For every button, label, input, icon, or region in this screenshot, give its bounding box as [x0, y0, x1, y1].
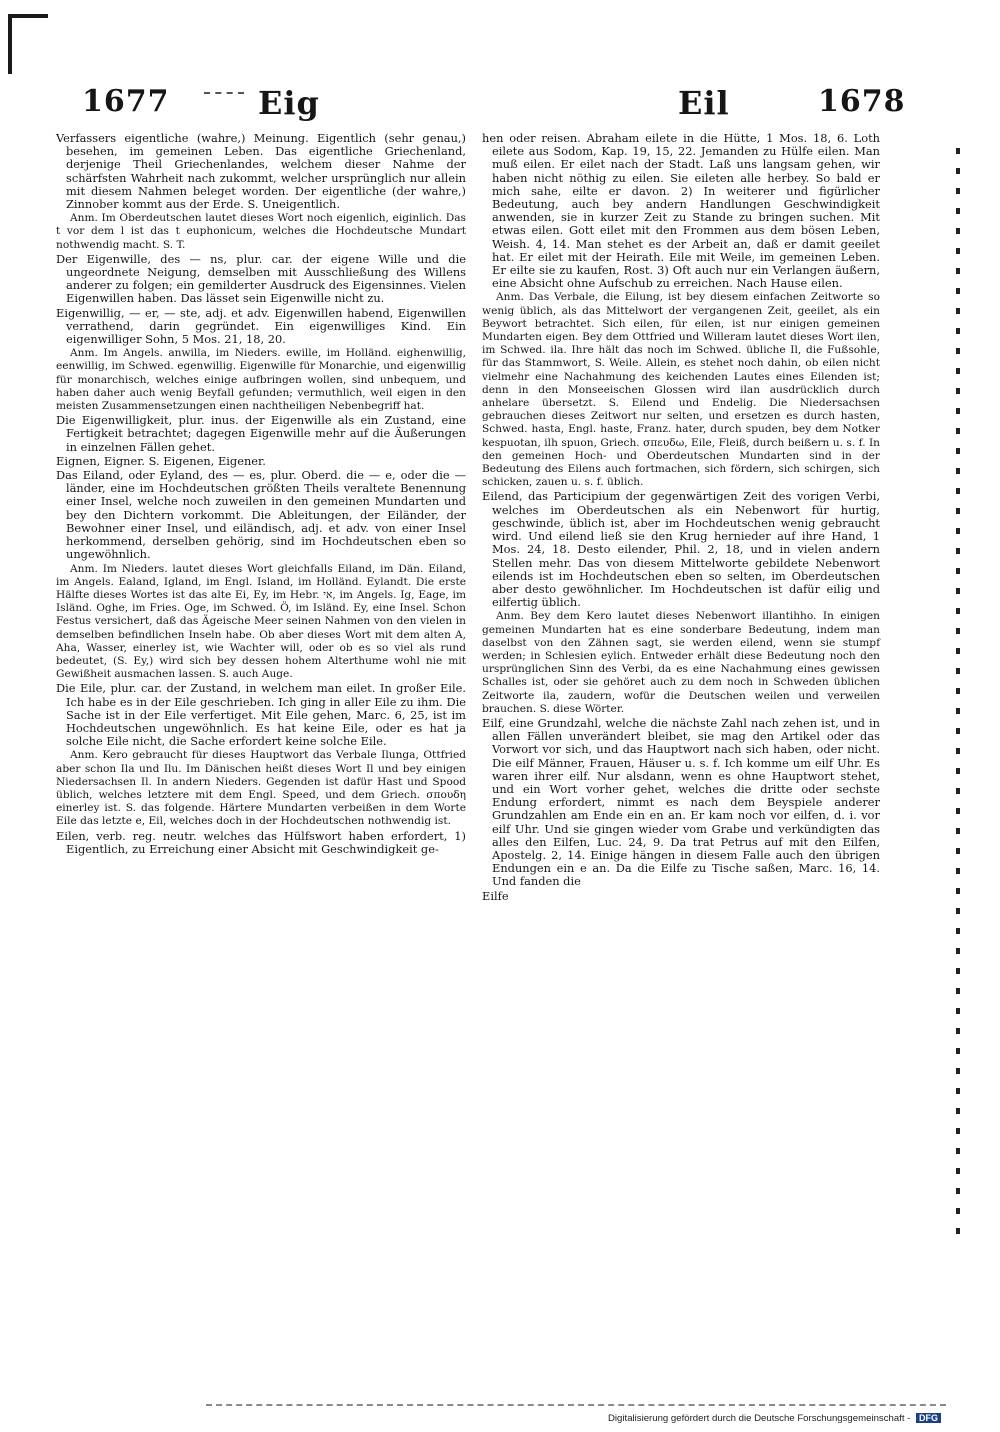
dictionary-entry: hen oder reisen. Abraham eilete in die Hütte, 1 Mos. 18, 6. Loth eilete aus Sodom, Kap. 19, 15, 22. Jemanden zu Hülfe eilen. Man muß eilen. Er eilet nach der Stadt. Laß uns langsam gehen, wir haben nicht nöthig zu eilen. Sie eileten alle herbey. So bald er mich sahe, eilte er davon. 2) In weiterer und figürlicher Bedeutung, auch bey andern Handlungen Geschwindigkeit anwenden, sie in kurzer Zeit zu Stande zu bringen suchen. Mit etwas eilen. Gott eilet mit den Frommen aus dem bösen Leben, Weish. 4, 14. Man stehet es der Arbeit an, daß er damit geeilet hat. Er eilet mit der Heirath. Eile mit Weile, im gemeinen Leben. Er eilte sie zu kaufen, Rost. 3) Oft auch nur ein Verlangen äußern, eine Absicht ohne Aufschub zu erreichen. Nach Hause eilen.: [482, 131, 880, 291]
page-number-left: 1677: [82, 84, 170, 119]
annotation-paragraph: Anm. Bey dem Kero lautet dieses Nebenwort illantihho. In einigen gemeinen Mundarten hat es eine sonderbare Bedeutung, indem man daselbst von den Zähnen sagt, sie werden eilend, wenn sie stumpf werden; in Schlesien eylich. Entweder erhält diese Bedeutung noch den ursprünglichen Sinn des Verbi, da es eine Nachahmung eines gewissen Schalles ist, oder sie gehöret auch zu dem noch in Schweden üblichen Zeitworte ila, zaudern, wofür die Deutschen weilen und verweilen brauchen. S. diese Wörter.: [482, 610, 880, 715]
dictionary-entry: Eigenwillig, — er, — ste, adj. et adv. Eigenwillen habend, Eigenwillen verrathend, darin gegründet. Ein eigenwilliges Kind. Ein eigenwilliger Sohn, 5 Mos. 21, 18, 20.: [56, 305, 466, 347]
annotation-paragraph: Anm. Das Verbale, die Eilung, ist bey diesem einfachen Zeitworte so wenig üblich, als das Mittelwort der vergangenen Zeit, geeilet, als ein Beywort betrachtet. Sich eilen, für eilen, ist nur einigen gemeinen Mundarten eigen. Bey dem Ottfried und Willeram lautet dieses Wort ilen, im Schwed. ila. Ihre hält das noch im Schwed. übliche Il, die Fußsohle, für das Stammwort, S. Weile. Allein, es stehet noch dahin, ob eilen nicht vielmehr eine Nachahmung des keichenden Lautes eines Eilenden ist; denn in den Monseeischen Glossen wird ilan ausdrücklich durch anhelare übersetzt. S. Eilend und Endelig. Die Niedersachsen gebrauchen dieses Zeitwort nur selten, und ersetzen es durch hasten, Schwed. hasta, Engl. haste, Franz. hater, durch spuden, bey dem Notker kespuotan, ilh spuon, Griech. σπευδω, Eile, Fleiß, durch beißern u. s. f. In den gemeinen Hoch- und Oberdeutschen Mundarten sind in der Bedeutung des Eilens auch fortmachen, sich fördern, sich schirgen, sich schicken, zauen u. s. f. üblich.: [482, 291, 880, 489]
annotation-paragraph: Anm. Im Oberdeutschen lautet dieses Wort noch eigenlich, eiginlich. Das t vor dem l ist das t euphonicum, welches die Hochdeutsche Mundart nothwendig macht. S. T.: [56, 212, 466, 251]
text-column-right: [482, 132, 880, 904]
dictionary-entry: Die Eile, plur. car. der Zustand, in welchem man eilet. In großer Eile. Ich habe es in der Eile geschrieben. Ich ging in aller Eile zu ihm. Die Sache ist in der Eile verfertiget. Mit Eile gehen, Marc. 6, 25, ist im Hochdeutschen ungewöhnlich. Es hat keine Eile, oder es hat ja solche Eile nicht, die Sache erfordert keine solche Eile.: [56, 681, 466, 749]
credit-text: Digitalisierung gefördert durch die Deutsche Forschungsgemeinschaft -: [608, 1413, 911, 1424]
digitization-credit: [608, 1413, 941, 1424]
scan-corner-mark: [8, 14, 12, 74]
dictionary-entry: Eilend, das Participium der gegenwärtigen Zeit des vorigen Verbi, welches im Oberdeutschen als ein Nebenwort für hurtig, geschwinde, üblich ist, aber im Hochdeutschen wenig gebraucht wird. Und eilend ließ sie den Krug hernieder auf ihre Hand, 1 Mos. 24, 18. Desto eilender, Phil. 2, 18, und in vielen andern Stellen mehr. Das von diesem Mittelworte gebildete Nebenwort eilends ist im Hochdeutschen eben so selten, im Oberdeutschen aber desto gewöhnlicher. Im Hochdeutschen ist dafür eilig und eilfertig üblich.: [482, 489, 880, 610]
dictionary-entry: Eilen, verb. reg. neutr. welches das Hülfswort haben erfordert, 1) Eigentlich, zu Erreichung einer Absicht mit Geschwindigkeit ge-: [56, 828, 466, 856]
scan-bottom-rule: [206, 1404, 946, 1406]
catchword-left: Eig: [258, 84, 320, 122]
header-divider: [204, 92, 244, 94]
dictionary-entry: Eignen, Eigner. S. Eigenen, Eigener.: [56, 453, 266, 468]
annotation-paragraph: Anm. Kero gebraucht für dieses Hauptwort das Verbale Ilunga, Ottfried aber schon Ila und Ilu. Im Dänischen heißt dieses Wort Il und bey einigen Niedersachsen Il. In andern Nieders. Gegenden ist dafür Hast und Spood üblich, welches letztere mit dem Engl. Speed, und dem Griech. σπουδη einerley ist. S. das folgende. Härtere Mundarten verbeißen in dem Worte Eile das letzte e, Eil, welches doch in der Hochdeutschen nothwendig ist.: [56, 749, 466, 828]
dfg-logo: DFG: [916, 1413, 941, 1423]
dictionary-entry: Das Eiland, oder Eyland, des — es, plur. Oberd. die — e, oder die — länder, eine im Hochdeutschen größten Theils veraltete Benennung einer Insel, welche noch zuweilen in den gemeinen Mundarten und bey den Dichtern vorkommt. Die Ableitungen, der Eiländer, der Bewohner einer Insel, und eiländisch, adj. et adv. von einer Insel herkommend, derselben gehörig, sind im Hochdeutschen eben so ungewöhnlich.: [56, 468, 466, 562]
dictionary-entry: Die Eigenwilligkeit, plur. inus. der Eigenwille als ein Zustand, eine Fertigkeit betrachtet; dagegen Eigenwille mehr auf die Äußerungen in einzelnen Fällen gehet.: [56, 413, 466, 454]
scan-corner-mark: [8, 14, 48, 18]
catchword-right: Eil: [678, 84, 730, 122]
annotation-paragraph: Anm. Im Nieders. lautet dieses Wort gleichfalls Eiland, im Dän. Eiland, im Angels. Ealand, Igland, im Engl. Island, im Holländ. Eylandt. Die erste Hälfte dieses Wortes ist das alte Ei, Ey, im Hebr. אי, im Angels. Ig, Eage, im Isländ. Oghe, im Fries. Oge, im Schwed. Ö, im Isländ. Ey, eine Insel. Schon Festus versichert, daß das Ägeische Meer seinen Nahmen von den vielen in demselben befindlichen Inseln habe. Ob aber dieses Wort mit dem alten A, Aha, Wasser, einerley ist, wie Wachter will, oder ob es so viel als rund bedeutet, (S. Ey,) wird sich bey dessen hohem Alterthume wohl nie mit Gewißheit ausmachen lassen. S. auch Auge.: [56, 562, 466, 681]
dictionary-entry: Eilf, eine Grundzahl, welche die nächste Zahl nach zehen ist, und in allen Fällen unverändert bleibet, sie mag den Artikel oder das Vorwort vor sich, und das Hauptwort nach sich haben, oder nicht. Die eilf Männer, Frauen, Häuser u. s. f. Ich komme um eilf Uhr. Es waren ihrer eilf. Nur alsdann, wenn es ohne Hauptwort stehet, und ein Wort vorher gehet, welches die dritte oder sechste Endung erfordert, nimmt es nach dem Beyspiele anderer Grundzahlen am Ende ein en an. Er kam noch vor eilfen, d. i. vor eilf Uhr. Und sie gingen wieder vom Grabe und verkündigten das alles den Eilfen, Luc. 24, 9. Da trat Petrus auf mit den Eilfen, Apostelg. 2, 14. Einige hängen in diesem Falle auch den übrigen Endungen ein e an. Da die Eilfe zu Tische saßen, Marc. 16, 14. Und fanden die: [482, 715, 880, 889]
page-number-right: 1678: [818, 84, 906, 119]
dictionary-entry: Der Eigenwille, des — ns, plur. car. der eigene Wille und die ungeordnete Neigung, demselben mit Ausschließung des Willens anderer zu folgen; ein gemilderter Ausdruck des Eigensinnes. Vielen Eigenwillen haben. Das lässet sein Eigenwille nicht zu.: [56, 251, 466, 306]
dictionary-entry: Verfassers eigentliche (wahre,) Meinung. Eigentlich (sehr genau,) besehen, im gemeinen Leben. Das eigentliche Griechenland, derjenige Theil Griechenlandes, welchem dieser Nahme der schärfsten Wahrheit nach zukommt, welcher ursprünglich nur allein mit diesem Nahmen beleget worden. Der eigentliche (der wahre,) Zinnober kommt aus der Erde. S. Uneigentlich.: [56, 131, 466, 212]
annotation-paragraph: Anm. Im Angels. anwilla, im Nieders. ewille, im Holländ. eighenwillig, eenwillig, im Schwed. egenwillig. Eigenwille für Monarchie, und eigenwillig für monarchisch, welches einige aufbringen wollen, sind unbequem, und haben daher auch wenig Beyfall gefunden; vermuthlich, weil eigen in den meisten Zusammensetzungen einen nachtheiligen Nebenbegriff hat.: [56, 347, 466, 413]
dictionary-entry: Eilfe: [482, 888, 509, 903]
text-column-left: [56, 132, 466, 857]
scan-edge-mark: [956, 148, 960, 1246]
